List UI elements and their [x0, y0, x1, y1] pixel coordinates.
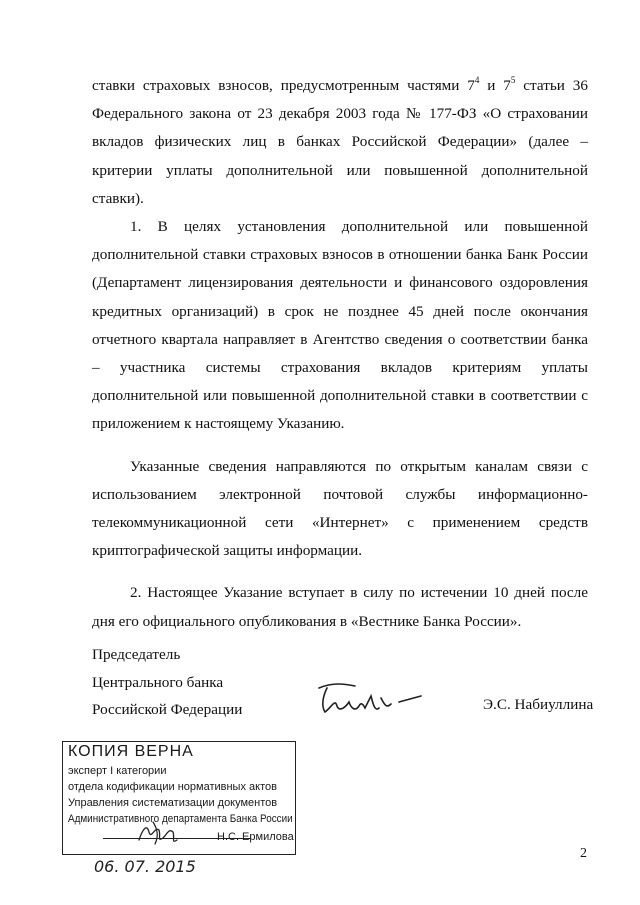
stamp-line-4: Административного департамента Банка России	[68, 813, 293, 825]
stamp-handwritten-signature	[133, 818, 203, 848]
paragraph-item-1: 1. В целях установления дополнительной или повышенной дополнительной ставки страховых взносов в отношении банка Банк России (Департамент лицензирования деятельности и финансового оздоровления кредитных организаций) в срок не позднее 45 дней после окончания отчетного квартала направляет в Агентство сведения о соответствии банка – участника системы страхования вкладов критериям уплаты дополнительной или повышенной дополнительной ставки в соответствии с приложением к настоящему Указанию.	[92, 218, 588, 433]
handwritten-signature	[315, 678, 425, 718]
handwritten-date	[90, 852, 210, 880]
signatory-name: Э.С. Набиуллина	[483, 696, 594, 713]
stamp-line-3: Управления систематизации документов	[68, 797, 278, 809]
document-body	[92, 72, 588, 636]
superscript-4: 4	[474, 74, 480, 85]
signatory-line-3: Российской Федерации	[92, 701, 243, 718]
signatory-line-2: Центрального банка	[92, 673, 224, 691]
paragraph-continuation: ставки страховых взносов, предусмотренным частями $7^4$ и $7^5$ статьи 36 Федерального закона от 23 декабря 2003 года № 177-ФЗ «О страховании вкладов физических лиц в банках Российской Федерации» (далее – критерии уплаты дополнительной или повышенной дополнительной ставки).	[92, 74, 588, 207]
stamp-line-1: эксперт I категории	[68, 765, 167, 777]
signatory-line-1: Председатель	[92, 646, 181, 663]
stamp-name: Н.С. Ермилова	[217, 831, 294, 843]
certified-copy-stamp	[62, 741, 296, 855]
stamp-line-2: отдела кодификации нормативных актов	[68, 781, 277, 793]
svg-text:06. 07. 2015: 06. 07. 2015	[94, 857, 196, 876]
signatory-title	[92, 641, 242, 724]
paragraph-channels: Указанные сведения направляются по открытым каналам связи с использованием электронной почтовой службы информационно-телекоммуникационной сети «Интернет» с применением средств криптографической защиты информации.	[92, 457, 588, 560]
page-number: 2	[580, 846, 587, 861]
superscript-5: 5	[510, 74, 516, 85]
stamp-title: КОПИЯ ВЕРНА	[68, 743, 194, 760]
paragraph-item-2: 2. Настоящее Указание вступает в силу по истечении 10 дней после дня его официального опубликования в «Вестнике Банка России».	[92, 584, 588, 630]
